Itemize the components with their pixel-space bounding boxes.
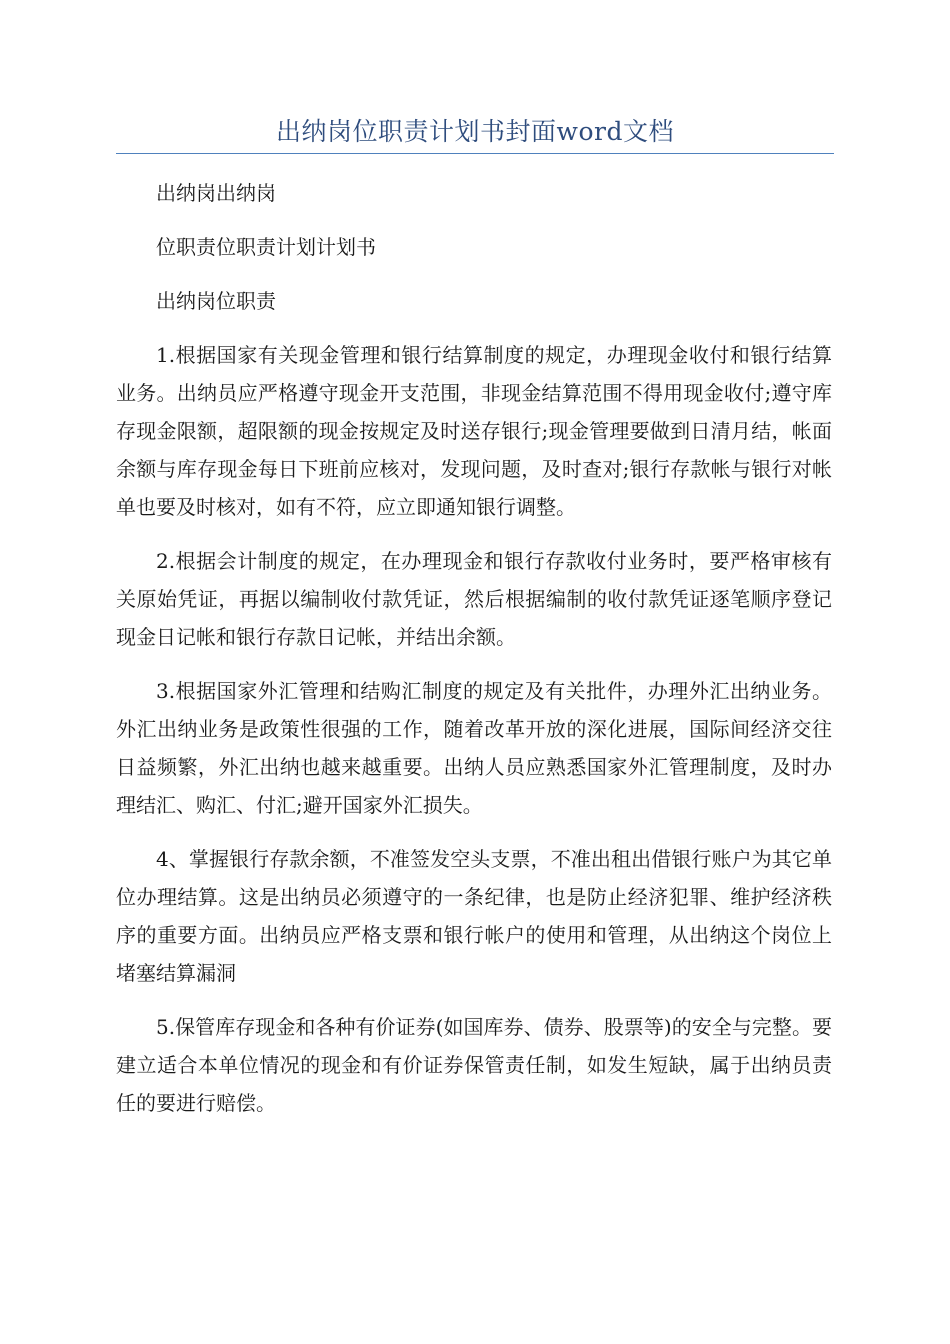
document-body — [116, 174, 832, 1138]
intro-line-2: 位职责位职责计划计划书 — [156, 235, 376, 259]
title-underline — [116, 153, 834, 154]
paragraph-4: 4、掌握银行存款余额，不准签发空头支票，不准出租出借银行账户为其它单位办理结算。这是出纳员必须遵守的一条纪律，也是防止经济犯罪、维护经济秩序的重要方面。出纳员应严格支票和银行帐户的使用和管理，从出纳这个岗位上堵塞结算漏洞 — [116, 847, 832, 985]
document-title: 出纳岗位职责计划书封面word文档 — [276, 117, 674, 146]
intro-line-1: 出纳岗出纳岗 — [156, 181, 276, 205]
paragraph-2: 2.根据会计制度的规定，在办理现金和银行存款收付业务时，要严格审核有关原始凭证，再据以编制收付款凭证，然后根据编制的收付款凭证逐笔顺序登记现金日记帐和银行存款日记帐，并结出余额。 — [116, 549, 832, 649]
paragraph-3: 3.根据国家外汇管理和结购汇制度的规定及有关批件，办理外汇出纳业务。外汇出纳业务是政策性很强的工作，随着改革开放的深化进展，国际间经济交往日益频繁，外汇出纳也越来越重要。出纳人员应熟悉国家外汇管理制度，及时办理结汇、购汇、付汇;避开国家外汇损失。 — [116, 679, 832, 817]
intro-line-3: 出纳岗位职责 — [156, 289, 276, 313]
paragraph-5: 5.保管库存现金和各种有价证券(如国库券、债券、股票等)的安全与完整。要建立适合本单位情况的现金和有价证券保管责任制，如发生短缺，属于出纳员责任的要进行赔偿。 — [116, 1015, 832, 1115]
paragraph-1: 1.根据国家有关现金管理和银行结算制度的规定，办理现金收付和银行结算业务。出纳员应严格遵守现金开支范围，非现金结算范围不得用现金收付;遵守库存现金限额，超限额的现金按规定及时送存银行;现金管理要做到日清月结，帐面余额与库存现金每日下班前应核对，发现问题，及时查对;银行存款帐与银行对帐单也要及时核对，如有不符，应立即通知银行调整。 — [116, 343, 832, 519]
